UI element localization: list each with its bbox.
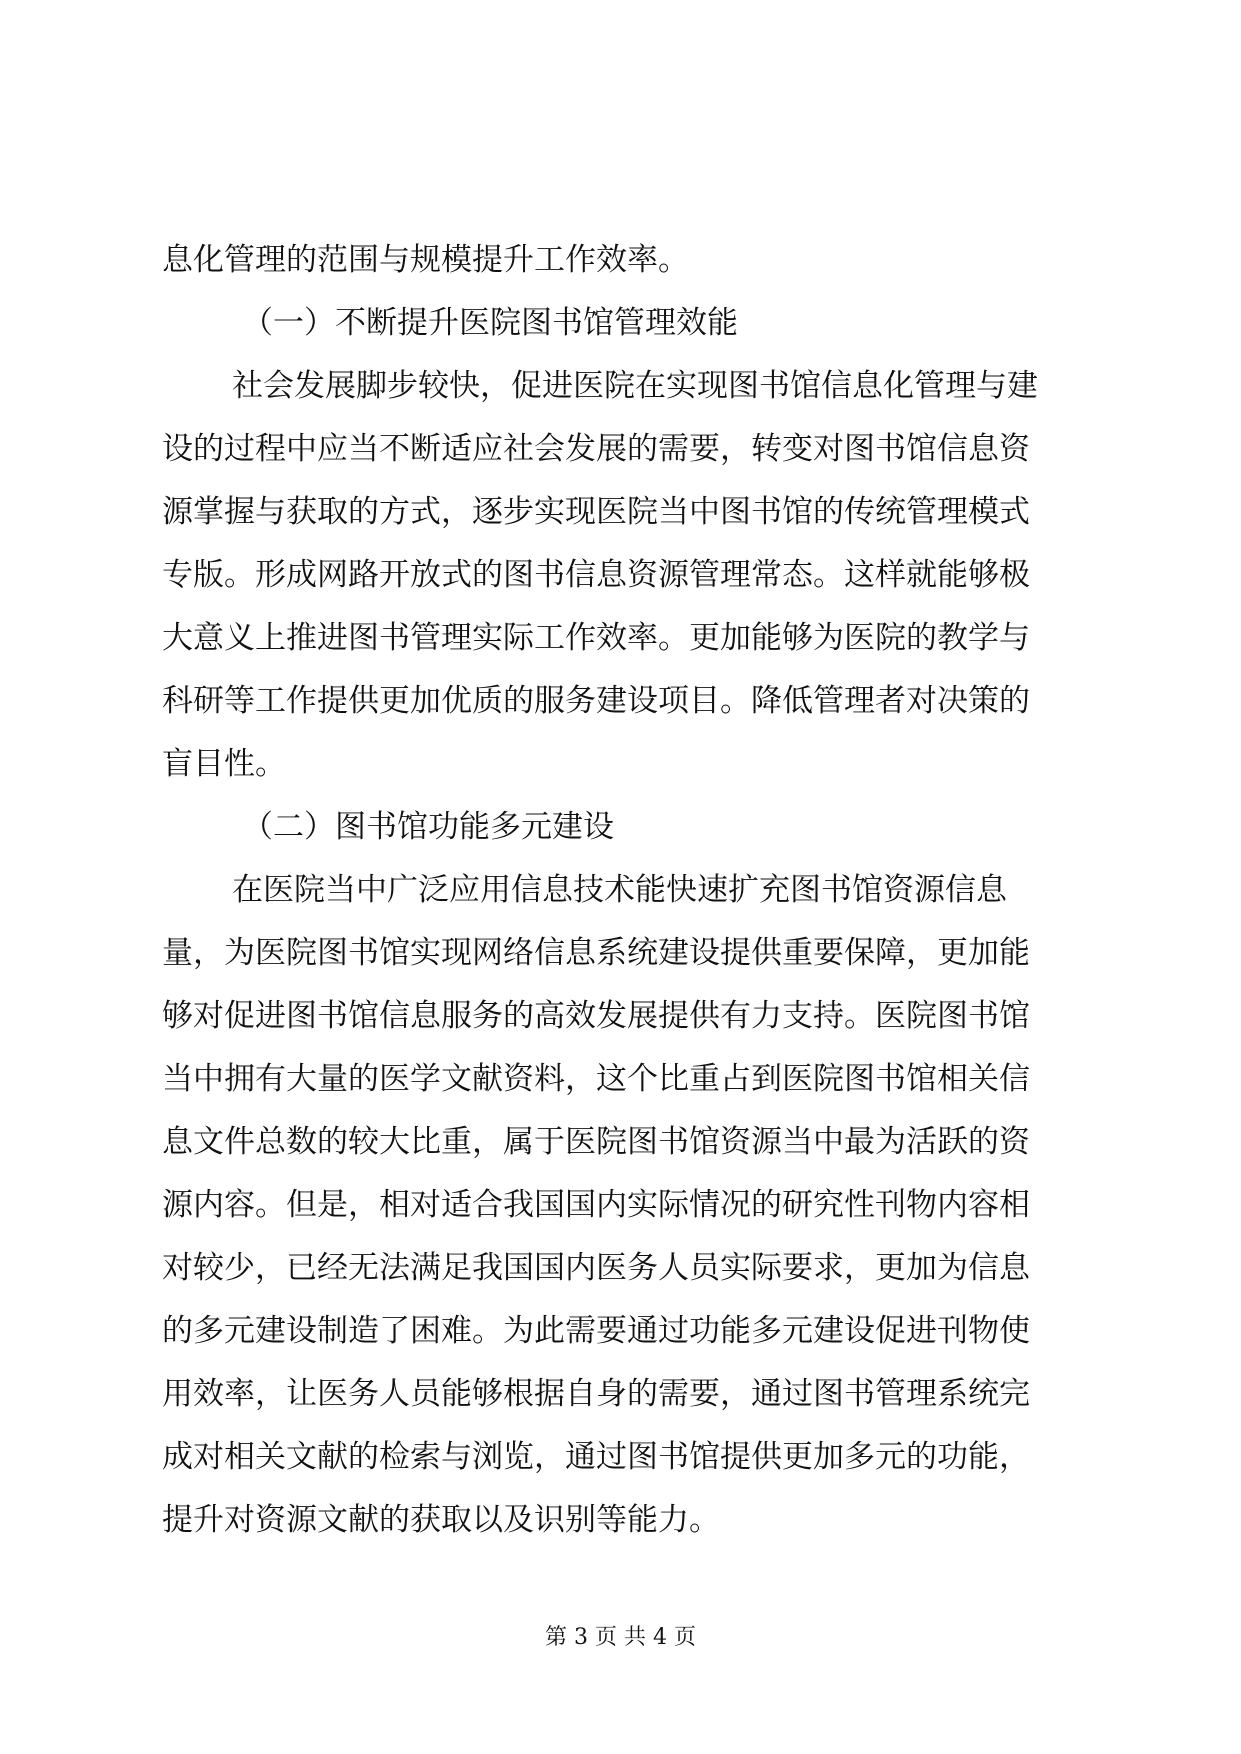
section-heading-1: （一）不断提升医院图书馆管理效能 — [242, 305, 738, 341]
paragraph-line: 息文件总数的较大比重，属于医院图书馆资源当中最为活跃的资 — [162, 1124, 1030, 1160]
paragraph-line: 源掌握与获取的方式，逐步实现医院当中图书馆的传统管理模式 — [162, 494, 1030, 530]
paragraph-line: 提升对资源文献的获取以及识别等能力。 — [162, 1502, 720, 1538]
paragraph-line: 专版。形成网路开放式的图书信息资源管理常态。这样就能够极 — [162, 557, 1030, 593]
paragraph-line: 成对相关文献的检索与浏览，通过图书馆提供更加多元的功能， — [162, 1439, 1030, 1475]
paragraph-line: 够对促进图书馆信息服务的高效发展提供有力支持。医院图书馆 — [162, 998, 1030, 1034]
paragraph-line: 社会发展脚步较快，促进医院在实现图书馆信息化管理与建 — [232, 368, 1038, 404]
paragraph-line: 息化管理的范围与规模提升工作效率。 — [162, 242, 689, 278]
paragraph-line: 盲目性。 — [162, 746, 286, 782]
paragraph-line: 在医院当中广泛应用信息技术能快速扩充图书馆资源信息 — [232, 872, 1007, 908]
paragraph-line: 的多元建设制造了困难。为此需要通过功能多元建设促进刊物使 — [162, 1313, 1030, 1349]
paragraph-line: 量，为医院图书馆实现网络信息系统建设提供重要保障，更加能 — [162, 935, 1030, 971]
paragraph-line: 用效率，让医务人员能够根据自身的需要，通过图书管理系统完 — [162, 1376, 1030, 1412]
page-number-footer: 第 3 页 共 4 页 — [545, 1625, 696, 1650]
paragraph-line: 当中拥有大量的医学文献资料，这个比重占到医院图书馆相关信 — [162, 1061, 1030, 1097]
paragraph-line: 源内容。但是，相对适合我国国内实际情况的研究性刊物内容相 — [162, 1187, 1030, 1223]
paragraph-line: 科研等工作提供更加优质的服务建设项目。降低管理者对决策的 — [162, 683, 1030, 719]
paragraph-line: 大意义上推进图书管理实际工作效率。更加能够为医院的教学与 — [162, 620, 1030, 656]
section-heading-2: （二）图书馆功能多元建设 — [242, 809, 614, 845]
paragraph-line: 设的过程中应当不断适应社会发展的需要，转变对图书馆信息资 — [162, 431, 1030, 467]
paragraph-line: 对较少，已经无法满足我国国内医务人员实际要求，更加为信息 — [162, 1250, 1030, 1286]
